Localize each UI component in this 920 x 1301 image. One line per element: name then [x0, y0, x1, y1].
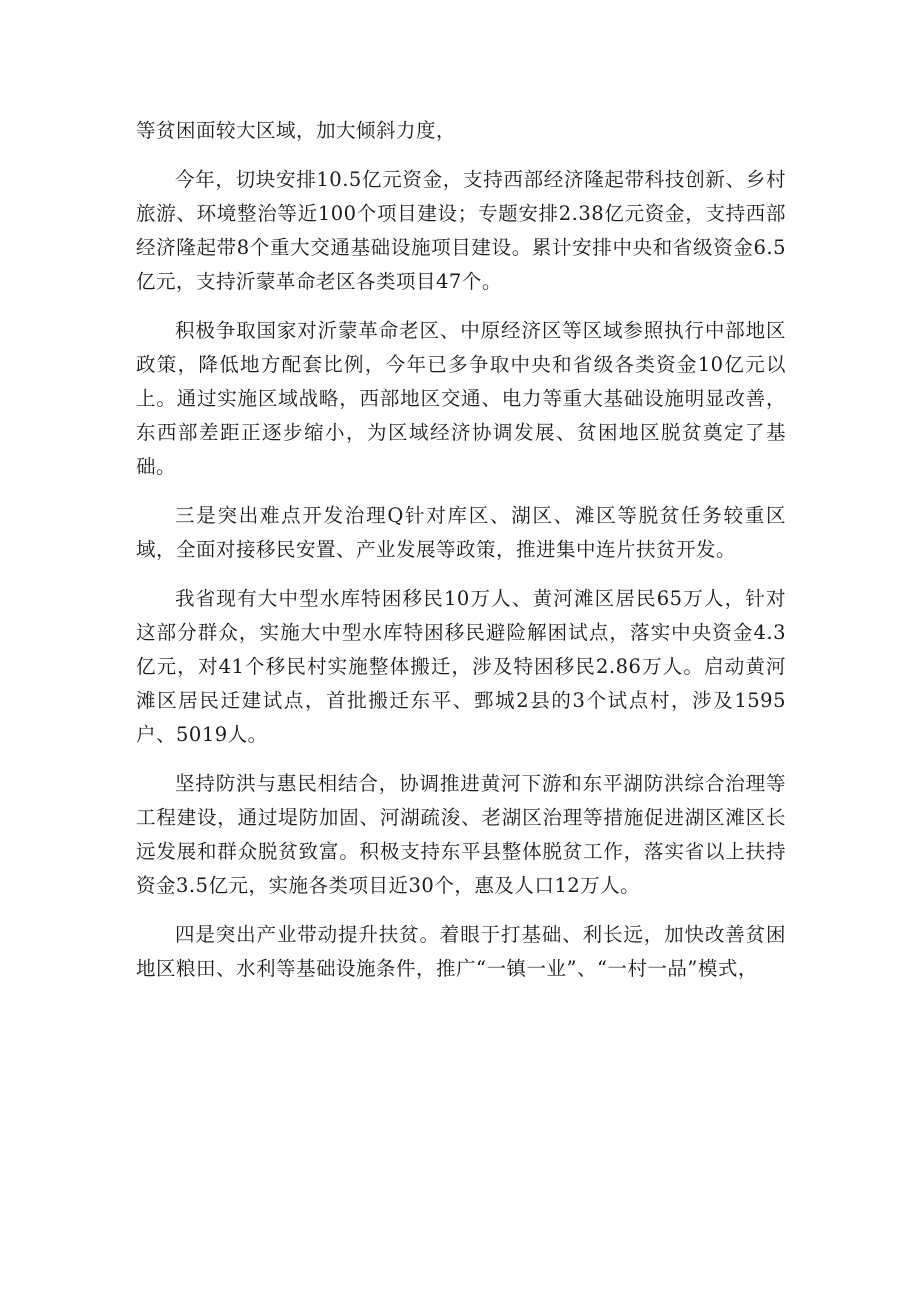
paragraph-continuation: 等贫困面较大区域，加大倾斜力度， [136, 119, 457, 142]
paragraph-difficult-areas: 三是突出难点开发治理Q针对库区、湖区、滩区等脱贫任务较重区域，全面对接移民安置、产业发展等政策，推进集中连片扶贫开发。 [136, 504, 786, 561]
paragraph-industry-poverty: 四是突出产业带动提升扶贫。着眼于打基础、利长远，加快改善贫困地区粮田、水利等基础设施条件，推广“一镇一业”、“一村一品”模式， [136, 923, 786, 980]
paragraph-funding-west: 今年，切块安排10.5亿元资金，支持西部经济隆起带科技创新、乡村旅游、环境整治等近100个项目建设；专题安排2.38亿元资金，支持西部经济隆起带8个重大交通基础设施项目建设。累计安排中央和省级资金6.5亿元，支持沂蒙革命老区各类项目47个。 [136, 168, 786, 293]
document-body [136, 114, 786, 1001]
paragraph-reservoir-migrants: 我省现有大中型水库特困移民10万人、黄河滩区居民65万人，针对这部分群众，实施大中型水库特困移民避险解困试点，落实中央资金4.3亿元，对41个移民村实施整体搬迁，涉及特困移民2.86万人。启动黄河滩区居民迁建试点，首批搬迁东平、鄄城2县的3个试点村，涉及1595户、5019人。 [136, 587, 786, 746]
paragraph-regional-policy: 积极争取国家对沂蒙革命老区、中原经济区等区域参照执行中部地区政策，降低地方配套比例，今年已多争取中央和省级各类资金10亿元以上。通过实施区域战略，西部地区交通、电力等重大基础设施明显改善，东西部差距正逐步缩小，为区域经济协调发展、贫困地区脱贫奠定了基础。 [136, 319, 786, 478]
paragraph-flood-control: 坚持防洪与惠民相结合，协调推进黄河下游和东平湖防洪综合治理等工程建设，通过堤防加固、河湖疏浚、老湖区治理等措施促进湖区滩区长远发展和群众脱贫致富。积极支持东平县整体脱贫工作，落实省以上扶持资金3.5亿元，实施各类项目近30个，惠及人口12万人。 [136, 772, 786, 897]
